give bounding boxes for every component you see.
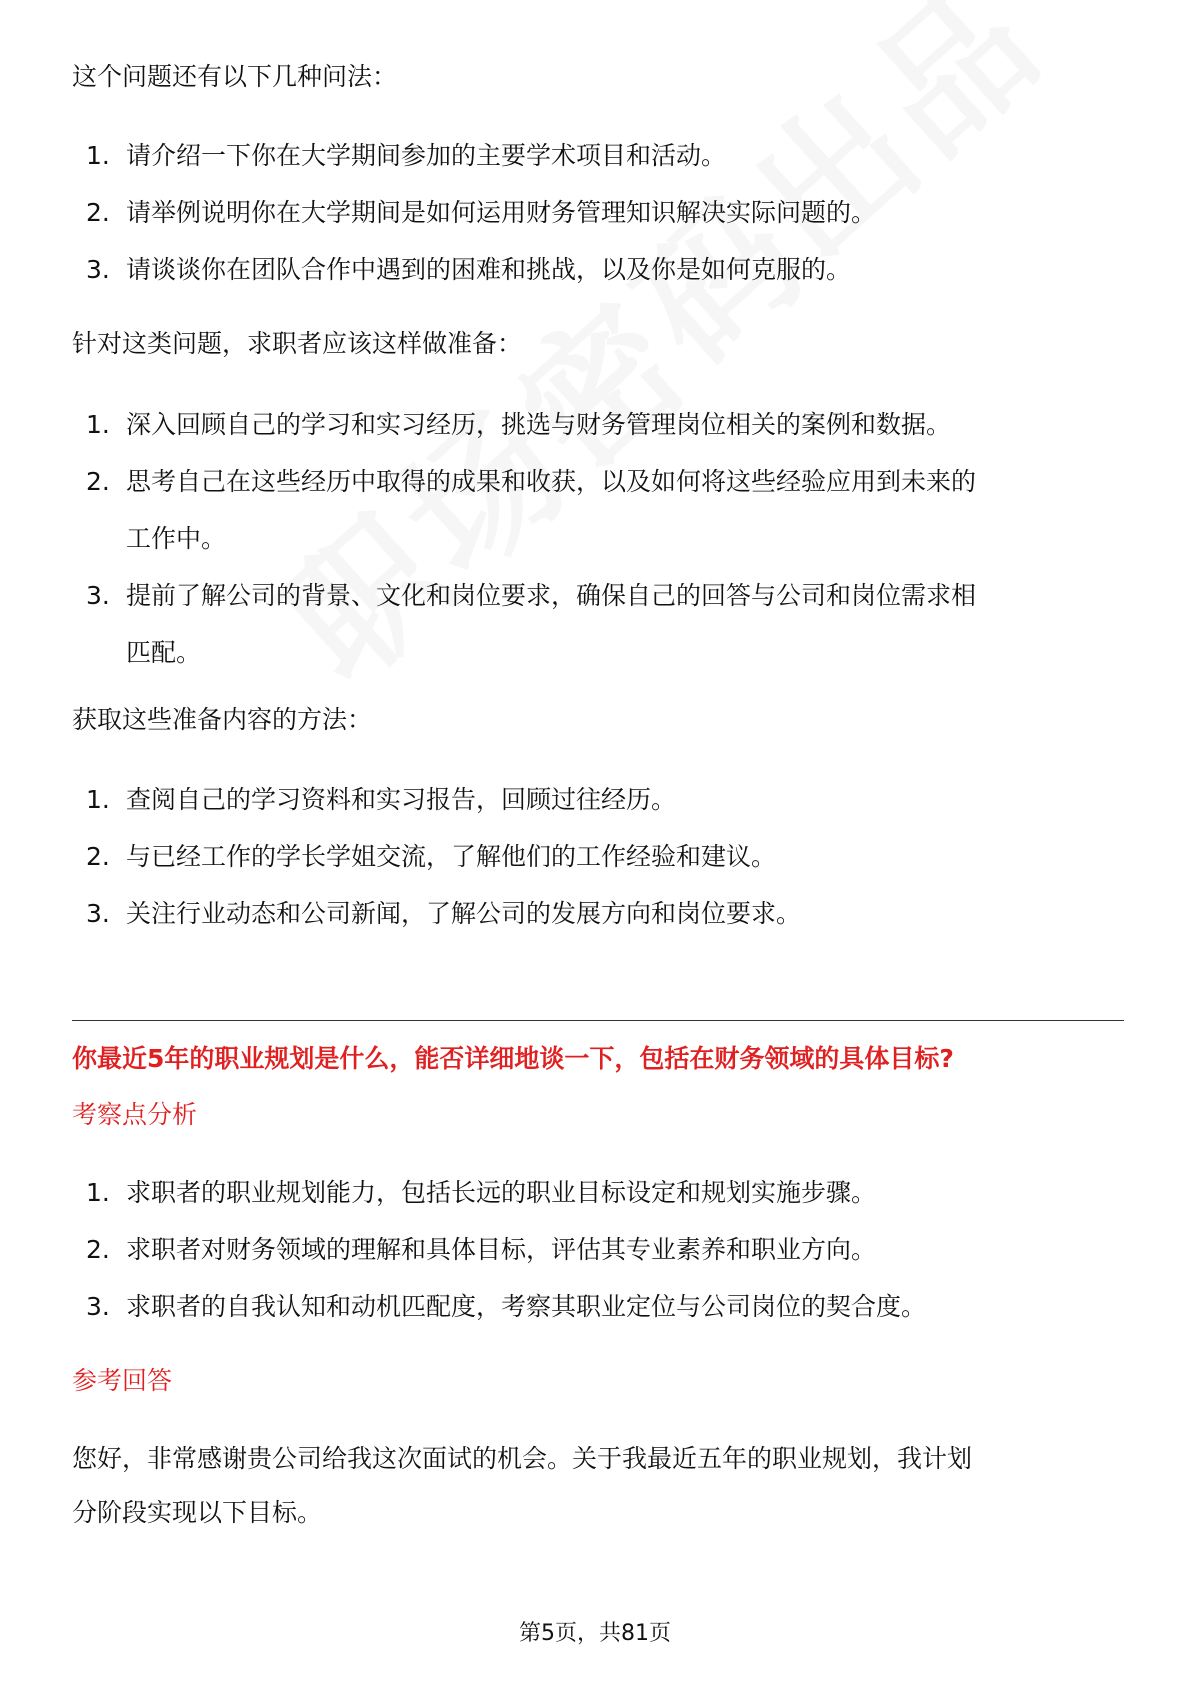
answer-label: 参考回答 bbox=[72, 1366, 173, 1395]
document-page bbox=[72, 0, 1124, 1684]
section-divider bbox=[72, 1020, 1124, 1021]
list-item: 2. 与已经工作的学长学姐交流，了解他们的工作经验和建议。 bbox=[86, 842, 777, 871]
list-item: 1. 深入回顾自己的学习和实习经历，挑选与财务管理岗位相关的案例和数据。 bbox=[86, 410, 952, 439]
answer-text: 您好，非常感谢贵公司给我这次面试的机会。关于我最近五年的职业规划，我计划 分阶段实现以下目标。 bbox=[72, 1444, 973, 1527]
question-title: 你最近5年的职业规划是什么，能否详细地谈一下，包括在财务领域的具体目标? bbox=[72, 1044, 954, 1073]
list-item: 3. 提前了解公司的背景、文化和岗位要求，确保自己的回答与公司和岗位需求相 匹配。 bbox=[86, 581, 977, 667]
section1-list bbox=[72, 127, 1124, 298]
analysis-label: 考察点分析 bbox=[72, 1100, 198, 1129]
list-item: 1. 请介绍一下你在大学期间参加的主要学术项目和活动。 bbox=[86, 141, 727, 170]
section3-list bbox=[72, 771, 1124, 942]
list-item: 1. 查阅自己的学习资料和实习报告，回顾过往经历。 bbox=[86, 785, 677, 814]
section1-heading: 这个问题还有以下几种问法： bbox=[72, 62, 398, 91]
page-footer: 第5页，共81页 bbox=[519, 1621, 671, 1646]
list-item: 1. 求职者的职业规划能力，包括长远的职业目标设定和规划实施步骤。 bbox=[86, 1178, 877, 1207]
list-item: 2. 思考自己在这些经历中取得的成果和收获，以及如何将这些经验应用到未来的 工作中。 bbox=[86, 467, 977, 553]
list-item: 3. 请谈谈你在团队合作中遇到的困难和挑战，以及你是如何克服的。 bbox=[86, 255, 852, 284]
list-item: 3. 求职者的自我认知和动机匹配度，考察其职业定位与公司岗位的契合度。 bbox=[86, 1292, 927, 1321]
section2-heading: 针对这类问题，求职者应该这样做准备： bbox=[72, 329, 523, 358]
section2-list bbox=[72, 396, 1124, 681]
list-item: 3. 关注行业动态和公司新闻，了解公司的发展方向和岗位要求。 bbox=[86, 899, 802, 928]
analysis-list bbox=[72, 1164, 1124, 1335]
list-item: 2. 请举例说明你在大学期间是如何运用财务管理知识解决实际问题的。 bbox=[86, 198, 877, 227]
list-item: 2. 求职者对财务领域的理解和具体目标，评估其专业素养和职业方向。 bbox=[86, 1235, 877, 1264]
section3-heading: 获取这些准备内容的方法： bbox=[72, 705, 373, 734]
